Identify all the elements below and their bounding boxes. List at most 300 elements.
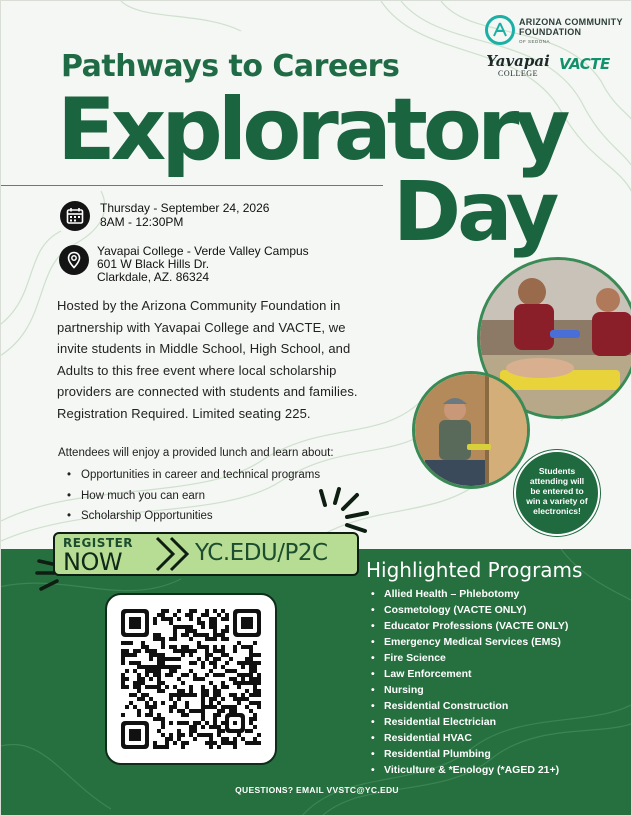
qr-module — [169, 621, 173, 625]
qr-module — [221, 637, 225, 641]
flyer-title-day: Day — [393, 165, 556, 260]
qr-module — [141, 697, 145, 701]
qr-module — [221, 673, 225, 677]
qr-module — [177, 709, 181, 713]
qr-module — [173, 701, 177, 705]
intro-paragraph — [57, 295, 417, 424]
qr-module — [169, 669, 173, 673]
qr-module — [125, 649, 129, 653]
qr-module — [165, 609, 169, 613]
qr-module — [157, 713, 161, 717]
qr-module — [257, 741, 261, 745]
qr-module — [153, 673, 157, 677]
qr-module — [153, 649, 157, 653]
qr-module — [213, 617, 217, 621]
qr-module — [229, 693, 233, 697]
qr-module — [181, 681, 185, 685]
qr-module — [141, 645, 145, 649]
qr-module — [161, 721, 165, 725]
qr-module — [157, 673, 161, 677]
program-item: • Residential Electrician — [371, 714, 568, 730]
qr-module — [161, 641, 165, 645]
qr-module — [133, 661, 137, 665]
qr-module — [181, 649, 185, 653]
qr-module — [213, 697, 217, 701]
qr-module — [145, 685, 149, 689]
chevron-right-icon — [153, 536, 193, 572]
qr-module — [237, 697, 241, 701]
qr-module — [185, 625, 189, 629]
qr-module — [213, 693, 217, 697]
qr-module — [173, 665, 177, 669]
qr-module — [245, 741, 249, 745]
qr-module — [205, 645, 209, 649]
qr-code-pattern — [121, 609, 261, 749]
register-url-link[interactable]: YC.EDU/P2C — [195, 540, 328, 566]
qr-module — [209, 661, 213, 665]
qr-module — [253, 689, 257, 693]
qr-module — [177, 737, 181, 741]
qr-module — [213, 637, 217, 641]
qr-module — [169, 673, 173, 677]
qr-module — [213, 741, 217, 745]
qr-module — [241, 645, 245, 649]
intro-line: invite students in Middle School, High School, and — [57, 341, 351, 356]
qr-module — [225, 629, 229, 633]
qr-module — [161, 653, 165, 657]
qr-module — [161, 637, 165, 641]
qr-module — [189, 661, 193, 665]
qr-module — [161, 609, 165, 613]
qr-module — [233, 709, 237, 713]
qr-module — [249, 729, 253, 733]
qr-module — [225, 741, 229, 745]
qr-module — [213, 673, 217, 677]
qr-module — [245, 681, 249, 685]
qr-module — [201, 705, 205, 709]
badge-line: Students — [538, 466, 576, 476]
qr-module — [201, 645, 205, 649]
qr-module — [209, 617, 213, 621]
qr-module — [221, 705, 225, 709]
qr-module — [209, 621, 213, 625]
qr-module — [217, 729, 221, 733]
qr-module — [189, 617, 193, 621]
qr-module — [169, 637, 173, 641]
qr-module — [145, 673, 149, 677]
program-item: • Viticulture & *Enology (*AGED 21+) — [371, 762, 568, 778]
qr-module — [205, 689, 209, 693]
qr-module — [149, 705, 153, 709]
intro-line: Adults to this free event where local scholarship — [57, 362, 337, 378]
qr-module — [257, 681, 261, 685]
qr-module — [213, 661, 217, 665]
qr-module — [201, 685, 205, 689]
qr-module — [201, 733, 205, 737]
qr-finder — [129, 617, 141, 629]
qr-module — [185, 741, 189, 745]
qr-module — [221, 629, 225, 633]
arizona-community-foundation-logo — [485, 15, 625, 49]
qr-module — [249, 673, 253, 677]
qr-module — [209, 733, 213, 737]
qr-module — [249, 657, 253, 661]
qr-module — [125, 677, 129, 681]
qr-module — [189, 685, 193, 689]
qr-module — [213, 685, 217, 689]
qr-module — [245, 645, 249, 649]
qr-module — [233, 705, 237, 709]
qr-module — [145, 665, 149, 669]
qr-module — [205, 613, 209, 617]
qr-module — [173, 629, 177, 633]
qr-module — [209, 681, 213, 685]
qr-module — [213, 717, 217, 721]
qr-module — [225, 653, 229, 657]
qr-module — [253, 693, 257, 697]
qr-module — [241, 665, 245, 669]
registration-qr-code[interactable] — [105, 593, 277, 765]
qr-module — [241, 661, 245, 665]
qr-module — [193, 629, 197, 633]
qr-module — [213, 645, 217, 649]
qr-module — [145, 669, 149, 673]
qr-module — [253, 661, 257, 665]
qr-module — [169, 693, 173, 697]
qr-module — [141, 681, 145, 685]
badge-line: attending will — [529, 476, 585, 486]
qr-module — [169, 733, 173, 737]
qr-module — [209, 697, 213, 701]
qr-module — [249, 701, 253, 705]
qr-module — [149, 697, 153, 701]
qr-module — [165, 617, 169, 621]
qr-module — [241, 677, 245, 681]
qr-module — [217, 745, 221, 749]
qr-module — [169, 617, 173, 621]
programs-list — [371, 586, 568, 778]
qr-module — [189, 693, 193, 697]
qr-module — [237, 681, 241, 685]
qr-finder — [233, 721, 237, 725]
qr-module — [169, 665, 173, 669]
qr-module — [161, 701, 165, 705]
qr-module — [133, 693, 137, 697]
qr-module — [121, 685, 125, 689]
qr-module — [245, 689, 249, 693]
qr-module — [225, 625, 229, 629]
qr-module — [181, 745, 185, 749]
qr-module — [217, 733, 221, 737]
qr-module — [181, 633, 185, 637]
qr-module — [249, 645, 253, 649]
register-label: REGISTER — [63, 536, 134, 550]
qr-module — [157, 745, 161, 749]
qr-module — [133, 653, 137, 657]
qr-module — [149, 649, 153, 653]
program-item: • Residential Plumbing — [371, 746, 568, 762]
program-item: • Educator Professions (VACTE ONLY) — [371, 618, 568, 634]
qr-module — [177, 609, 181, 613]
qr-module — [161, 645, 165, 649]
qr-module — [249, 681, 253, 685]
qr-module — [221, 665, 225, 669]
qr-module — [217, 673, 221, 677]
qr-module — [157, 657, 161, 661]
qr-module — [165, 737, 169, 741]
qr-module — [225, 661, 229, 665]
qr-module — [237, 701, 241, 705]
qr-module — [257, 673, 261, 677]
qr-module — [125, 685, 129, 689]
qr-module — [177, 689, 181, 693]
qr-module — [233, 681, 237, 685]
qr-module — [189, 629, 193, 633]
burst-lines-icon — [317, 485, 373, 535]
qr-module — [257, 653, 261, 657]
qr-module — [177, 677, 181, 681]
qr-module — [161, 725, 165, 729]
qr-module — [237, 685, 241, 689]
qr-module — [165, 673, 169, 677]
qr-module — [213, 621, 217, 625]
qr-module — [141, 693, 145, 697]
qr-module — [253, 741, 257, 745]
qr-module — [249, 709, 253, 713]
qr-module — [233, 741, 237, 745]
qr-module — [253, 665, 257, 669]
qr-module — [201, 717, 205, 721]
qr-module — [145, 701, 149, 705]
qr-module — [153, 669, 157, 673]
qr-module — [121, 661, 125, 665]
qr-module — [233, 649, 237, 653]
qr-module — [205, 637, 209, 641]
qr-module — [177, 649, 181, 653]
qr-module — [193, 737, 197, 741]
qr-module — [241, 737, 245, 741]
qr-module — [177, 617, 181, 621]
qr-module — [161, 745, 165, 749]
program-item: • Cosmetology (VACTE ONLY) — [371, 602, 568, 618]
qr-module — [185, 645, 189, 649]
register-now-label: NOW — [63, 548, 123, 576]
qr-module — [133, 669, 137, 673]
qr-module — [213, 657, 217, 661]
qr-module — [137, 709, 141, 713]
qr-module — [205, 653, 209, 657]
qr-module — [249, 677, 253, 681]
qr-module — [149, 713, 153, 717]
qr-module — [229, 677, 233, 681]
learn-heading: Attendees will enjoy a provided lunch and learn about: — [58, 447, 334, 459]
qr-module — [157, 665, 161, 669]
qr-module — [161, 617, 165, 621]
qr-module — [133, 685, 137, 689]
qr-module — [221, 737, 225, 741]
qr-module — [185, 649, 189, 653]
qr-module — [241, 693, 245, 697]
qr-module — [253, 717, 257, 721]
location-pin-icon — [59, 245, 89, 275]
learn-item: • Opportunities in career and technical programs — [67, 465, 320, 486]
qr-module — [189, 625, 193, 629]
qr-module — [197, 641, 201, 645]
qr-module — [157, 633, 161, 637]
qr-module — [153, 665, 157, 669]
qr-module — [161, 661, 165, 665]
qr-module — [153, 741, 157, 745]
qr-module — [189, 649, 193, 653]
programs-heading: Highlighted Programs — [366, 558, 583, 582]
acf-subline: OF SEDONA — [519, 39, 551, 44]
qr-module — [253, 713, 257, 717]
qr-module — [137, 697, 141, 701]
qr-module — [173, 633, 177, 637]
qr-module — [197, 721, 201, 725]
qr-module — [189, 609, 193, 613]
register-banner[interactable] — [53, 532, 359, 576]
qr-module — [157, 717, 161, 721]
qr-module — [181, 645, 185, 649]
qr-module — [201, 725, 205, 729]
qr-module — [121, 681, 125, 685]
qr-module — [181, 693, 185, 697]
qr-module — [161, 657, 165, 661]
qr-module — [241, 681, 245, 685]
qr-module — [141, 641, 145, 645]
qr-module — [197, 709, 201, 713]
qr-module — [217, 613, 221, 617]
intro-line: partnership with Yavapai College and VACTE, we — [57, 319, 346, 335]
qr-module — [233, 669, 237, 673]
qr-module — [257, 705, 261, 709]
qr-module — [253, 725, 257, 729]
qr-module — [189, 613, 193, 617]
qr-module — [257, 733, 261, 737]
qr-module — [257, 677, 261, 681]
qr-module — [213, 721, 217, 725]
qr-module — [129, 653, 133, 657]
qr-module — [181, 673, 185, 677]
qr-module — [165, 685, 169, 689]
qr-module — [125, 669, 129, 673]
qr-module — [209, 705, 213, 709]
qr-module — [237, 733, 241, 737]
qr-module — [213, 725, 217, 729]
qr-module — [149, 709, 153, 713]
qr-module — [157, 669, 161, 673]
qr-module — [209, 653, 213, 657]
qr-module — [121, 641, 125, 645]
qr-module — [213, 665, 217, 669]
qr-module — [137, 665, 141, 669]
qr-module — [217, 701, 221, 705]
qr-module — [217, 725, 221, 729]
qr-module — [201, 625, 205, 629]
qr-module — [157, 677, 161, 681]
qr-module — [173, 613, 177, 617]
qr-module — [121, 653, 125, 657]
qr-module — [217, 649, 221, 653]
qr-module — [173, 693, 177, 697]
qr-module — [189, 669, 193, 673]
qr-module — [209, 725, 213, 729]
qr-module — [221, 721, 225, 725]
qr-module — [177, 657, 181, 661]
qr-module — [245, 705, 249, 709]
title-divider — [1, 185, 383, 186]
acf-name-line2: FOUNDATION — [519, 27, 582, 37]
qr-module — [137, 649, 141, 653]
qr-module — [153, 617, 157, 621]
qr-module — [221, 609, 225, 613]
qr-module — [121, 649, 125, 653]
qr-module — [125, 653, 129, 657]
qr-module — [221, 617, 225, 621]
qr-module — [153, 685, 157, 689]
qr-module — [249, 693, 253, 697]
qr-module — [221, 697, 225, 701]
qr-module — [249, 717, 253, 721]
qr-module — [185, 705, 189, 709]
prize-badge — [514, 450, 600, 536]
qr-module — [257, 701, 261, 705]
qr-module — [169, 705, 173, 709]
qr-module — [185, 673, 189, 677]
qr-module — [189, 733, 193, 737]
qr-module — [125, 641, 129, 645]
qr-module — [177, 721, 181, 725]
qr-module — [161, 733, 165, 737]
yavapai-name: Yavapai — [486, 52, 550, 70]
acf-name-line1: ARIZONA COMMUNITY — [519, 17, 623, 27]
qr-module — [193, 609, 197, 613]
qr-module — [221, 653, 225, 657]
qr-module — [145, 649, 149, 653]
qr-module — [193, 673, 197, 677]
qr-module — [233, 697, 237, 701]
acf-name — [519, 17, 623, 37]
qr-module — [145, 693, 149, 697]
qr-module — [193, 725, 197, 729]
qr-module — [145, 645, 149, 649]
qr-module — [217, 657, 221, 661]
qr-module — [201, 701, 205, 705]
qr-module — [249, 661, 253, 665]
flyer-subtitle: Pathways to Careers — [61, 49, 400, 84]
qr-module — [209, 737, 213, 741]
qr-module — [185, 721, 189, 725]
qr-module — [121, 713, 125, 717]
qr-module — [193, 729, 197, 733]
qr-module — [257, 689, 261, 693]
qr-module — [165, 657, 169, 661]
qr-module — [185, 693, 189, 697]
qr-module — [201, 693, 205, 697]
badge-line: win a variety of — [526, 496, 588, 506]
qr-module — [249, 649, 253, 653]
qr-module — [157, 637, 161, 641]
intro-line: providers are connected with students and families. — [57, 384, 358, 399]
qr-module — [137, 685, 141, 689]
qr-module — [229, 709, 233, 713]
qr-module — [177, 697, 181, 701]
qr-module — [157, 681, 161, 685]
qr-module — [153, 745, 157, 749]
qr-module — [137, 689, 141, 693]
qr-module — [229, 657, 233, 661]
